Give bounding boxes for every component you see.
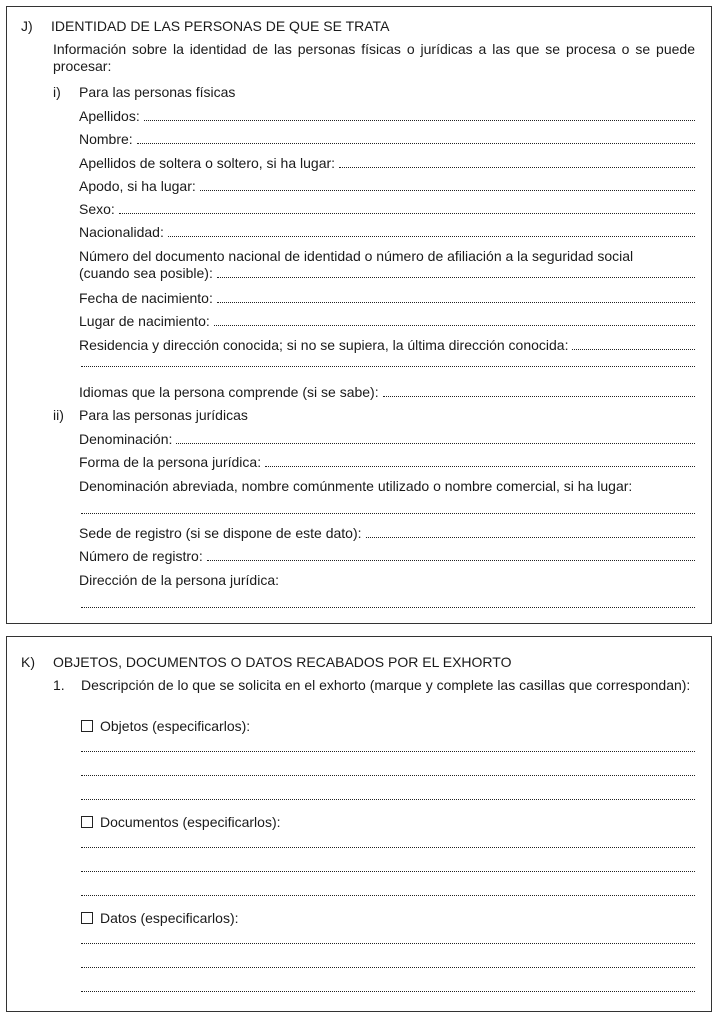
natural-persons-title: Para las personas físicas [79,84,236,100]
field-apellidos-soltera-label: Apellidos de soltera o soltero, si ha lugar: [79,155,336,171]
field-residencia-label: Residencia y dirección conocida; si no se supiera, la última dirección conocida: [79,337,569,353]
section-j-heading [21,18,389,34]
option-documentos[interactable] [81,814,281,830]
field-fecha-nacimiento-blank[interactable] [217,291,695,303]
field-sexo-label: Sexo: [79,201,115,217]
field-apellidos-label: Apellidos: [79,108,140,124]
field-apellidos-soltera-blank[interactable] [339,156,695,168]
field-denominacion-abreviada-label: Denominación abreviada, nombre comúnmente utilizado o nombre comercial, si ha lugar: [79,478,633,494]
field-direccion-juridica-label: Dirección de la persona jurídica: [79,572,279,588]
field-nombre-label: Nombre: [79,131,133,147]
natural-persons-heading [53,84,235,100]
option-datos[interactable] [81,910,239,926]
section-k-box [6,636,712,1012]
field-denominacion-label: Denominación: [79,431,173,447]
field-nacionalidad-label: Nacionalidad: [79,224,164,240]
field-apodo-blank[interactable] [200,179,695,191]
legal-persons-marker: ii) [53,407,64,423]
field-numero-registro-label: Número de registro: [79,548,203,564]
section-k-marker: K) [21,654,35,670]
field-apodo-label: Apodo, si ha lugar: [79,178,196,194]
field-idiomas[interactable] [79,384,695,401]
field-sexo-blank[interactable] [119,202,695,214]
section-k-heading [21,654,511,670]
datos-checkbox[interactable] [81,912,93,924]
field-sexo[interactable] [79,201,695,218]
objetos-blank-1[interactable] [81,750,695,752]
field-denominacion-blank[interactable] [176,432,695,444]
field-documento-blank[interactable] [217,266,695,278]
option-documentos-label: Documentos (especificarlos): [100,814,281,830]
field-apellidos-soltera[interactable] [79,155,695,172]
field-fecha-nacimiento[interactable] [79,290,695,307]
legal-persons-heading [53,407,248,423]
documentos-blank-2[interactable] [81,870,695,872]
documentos-blank-3[interactable] [81,894,695,896]
field-residencia-blank[interactable] [572,338,695,350]
documentos-blank-1[interactable] [81,846,695,848]
item-1-text: Descripción de lo que se solicita en el exhorto (marque y complete las casillas que correspondan): [81,677,691,693]
field-idiomas-blank[interactable] [383,385,695,397]
objetos-blank-2[interactable] [81,774,695,776]
field-forma-juridica-blank[interactable] [265,455,695,467]
field-sede-registro-label: Sede de registro (si se dispone de este dato): [79,525,362,541]
field-apodo[interactable] [79,178,695,195]
section-j-marker: J) [21,18,33,34]
natural-persons-marker: i) [53,84,61,100]
datos-blank-3[interactable] [81,990,695,992]
section-j-intro: Información sobre la identidad de las personas físicas o jurídicas a las que se procesa o se puede procesar: [53,41,695,74]
field-nacionalidad[interactable] [79,224,695,241]
field-residencia-blank-2[interactable] [81,365,695,367]
section-k-title: OBJETOS, DOCUMENTOS O DATOS RECABADOS POR EL EXHORTO [53,654,512,670]
datos-blank-1[interactable] [81,942,695,944]
field-lugar-nacimiento-blank[interactable] [214,314,695,326]
option-objetos[interactable] [81,718,250,734]
field-nombre[interactable] [79,131,695,148]
option-datos-label: Datos (especificarlos): [100,910,239,926]
field-denominacion[interactable] [79,431,695,448]
datos-blank-2[interactable] [81,966,695,968]
objetos-blank-3[interactable] [81,798,695,800]
field-numero-registro[interactable] [79,548,695,565]
field-apellidos[interactable] [79,108,695,125]
field-fecha-nacimiento-label: Fecha de nacimiento: [79,290,213,306]
field-lugar-nacimiento[interactable] [79,313,695,330]
field-forma-juridica[interactable] [79,454,695,471]
option-objetos-label: Objetos (especificarlos): [100,718,251,734]
section-j-box [6,6,712,624]
field-nombre-blank[interactable] [137,132,695,144]
item-1-marker: 1. [53,677,65,693]
field-documento[interactable] [79,265,695,282]
field-numero-registro-blank[interactable] [207,549,695,561]
field-forma-juridica-label: Forma de la persona jurídica: [79,454,262,470]
field-lugar-nacimiento-label: Lugar de nacimiento: [79,313,210,329]
section-j-title: IDENTIDAD DE LAS PERSONAS DE QUE SE TRATA [51,18,390,34]
objetos-checkbox[interactable] [81,720,93,732]
field-direccion-juridica-blank[interactable] [81,606,695,608]
field-idiomas-label: Idiomas que la persona comprende (si se sabe): [79,384,379,400]
field-sede-registro-blank[interactable] [366,526,695,538]
field-sede-registro[interactable] [79,525,695,542]
documentos-checkbox[interactable] [81,816,93,828]
field-documento-label-line1: Número del documento nacional de identidad o número de afiliación a la seguridad social [79,248,634,264]
field-apellidos-blank[interactable] [144,109,695,121]
field-nacionalidad-blank[interactable] [168,225,695,237]
field-documento-label-line2: (cuando sea posible): [79,265,213,281]
field-residencia[interactable] [79,337,695,354]
legal-persons-title: Para las personas jurídicas [79,407,248,423]
field-denominacion-abreviada-blank[interactable] [81,512,695,514]
